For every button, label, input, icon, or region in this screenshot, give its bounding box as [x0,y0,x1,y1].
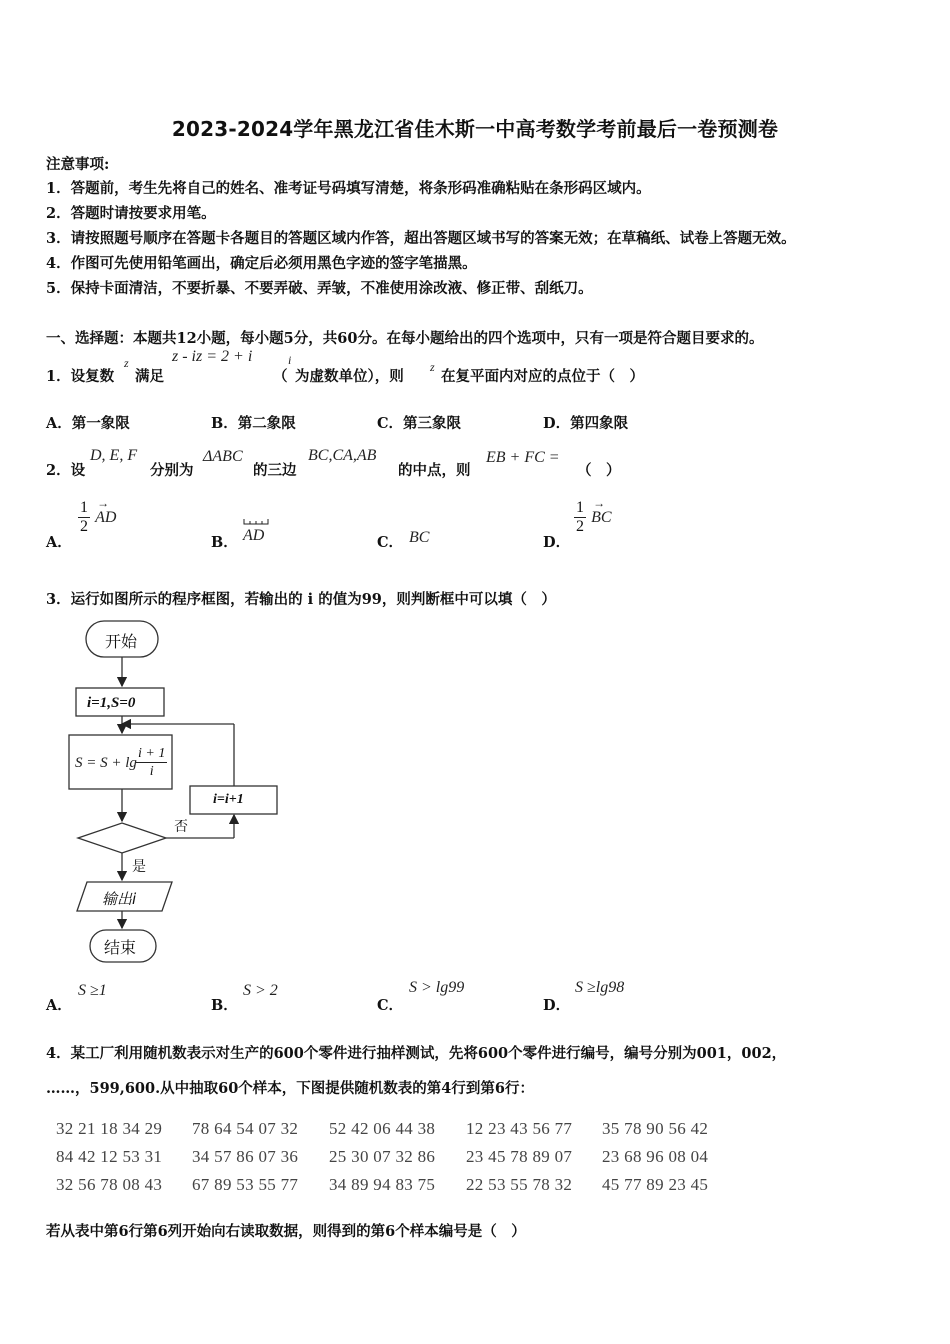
flow-increment-label: i=i+1 [213,792,244,807]
q1-option-a[interactable]: A．第一象限 [46,415,130,432]
table-cell: 32 21 18 34 29 [56,1119,163,1138]
q2-expression: EB + FC = [486,449,560,466]
q1-text-3: （ [273,368,288,385]
q3-option-a-value[interactable]: S ≥1 [78,982,107,999]
notice-item: 2．答题时请按要求用笔。 [46,205,216,222]
q1-text-1: 1．设复数 [46,368,115,385]
decision-diamond [78,823,166,853]
q1-i: i [288,353,292,367]
vector-bc: → BC [591,495,612,526]
q3-option-a-label[interactable]: A． [46,997,72,1014]
fraction [78,499,90,536]
q2-option-b-label[interactable]: B． [211,534,238,551]
q3-option-c-label[interactable]: C． [377,997,404,1014]
q1-text-5: 在复平面内对应的点位于（ ） [441,368,644,385]
notice-heading: 注意事项: [46,156,110,173]
q1-equation: z - iz = 2 + i [172,348,253,365]
table-cell: 23 45 78 89 07 [466,1147,573,1166]
flow-start-label: 开始 [105,632,138,651]
q4-line-2: ……，599,600.从中抽取60个样本，下图提供随机数表的第4行到第6行： [46,1080,534,1097]
q2-option-a-value[interactable] [78,495,117,536]
table-cell: 34 57 86 07 36 [192,1147,299,1166]
flowchart [60,615,300,970]
table-cell: 22 53 55 78 32 [466,1175,573,1194]
q2-triangle: ΔABC [203,448,243,465]
q1-z2: z [430,360,435,374]
table-cell: 34 89 94 83 75 [329,1175,436,1194]
q2-option-a-label[interactable]: A． [46,534,72,551]
q1-option-d[interactable]: D．第四象限 [543,415,629,432]
notice-item: 3．请按照题号顺序在答题卡各题目的答题区域内作答，超出答题区域书写的答案无效；在草稿纸、试卷上答题无效。 [46,230,796,247]
numerator: 1 [80,499,88,516]
table-cell: 12 23 43 56 77 [466,1119,573,1138]
flow-no-label: 否 [174,819,188,835]
flow-end-label: 结束 [104,938,137,957]
table-cell: 25 30 07 32 86 [329,1147,436,1166]
q2-text-2: 分别为 [150,462,194,479]
q2-points: D, E, F [90,447,138,464]
flow-output-label: 输出i [102,890,137,908]
q3-option-b-label[interactable]: B． [211,997,238,1014]
page-title: 2023-2024学年黑龙江省佳木斯一中高考数学考前最后一卷预测卷 [171,117,779,141]
table-cell: 32 56 78 08 43 [56,1175,163,1194]
q4-line-1: 4．某工厂利用随机数表示对生产的600个零件进行抽样测试，先将600个零件进行编号，编号分别为001，002， [46,1045,787,1062]
q1-text-2: 满足 [135,368,164,385]
vector-arrow-icon: → [593,495,606,510]
q3-option-c-value[interactable]: S > lg99 [409,979,465,996]
table-cell: 45 77 89 23 45 [602,1175,709,1194]
table-cell: 78 64 54 07 32 [192,1119,299,1138]
q1-option-b[interactable]: B．第二象限 [211,415,296,432]
q2-text-5: （ ） [577,462,621,479]
q2-sides: BC,CA,AB [308,447,377,464]
table-cell: 52 42 06 44 38 [329,1119,436,1138]
q3-option-b-value[interactable]: S > 2 [243,982,278,999]
flow-assign-denominator: i [149,764,154,779]
vector-ad: AD [243,527,265,544]
q3-stem: 3．运行如图所示的程序框图，若输出的 i 的值为99，则判断框中可以填（ ） [46,591,556,608]
vector-arrow-icon: → [97,495,110,510]
flow-assign-numerator: i + 1 [138,746,166,761]
q2-option-d-value[interactable] [574,495,612,536]
q1-option-c[interactable]: C．第三象限 [377,415,462,432]
numerator: 1 [576,499,584,516]
denominator: 2 [576,518,584,535]
table-cell: 23 68 96 08 04 [602,1147,709,1166]
q2-text-1: 2．设 [46,462,86,479]
q3-option-d-value[interactable]: S ≥lg98 [575,979,625,996]
vector-ad: → AD [95,495,117,526]
notice-item: 1．答题前，考生先将自己的姓名、准考证号码填写清楚，将条形码准确粘贴在条形码区域内。 [46,180,651,197]
fraction [574,499,586,536]
notice-item: 5．保持卡面清洁，不要折暴、不要弄破、弄皱，不准使用涂改液、修正带、刮纸刀。 [46,280,593,297]
table-cell: 67 89 53 55 77 [192,1175,299,1194]
q1-text-4: 为虚数单位），则 [295,368,404,385]
table-cell: 35 78 90 56 42 [602,1119,709,1138]
flow-assign-lhs: S = S + lg [75,755,137,771]
denominator: 2 [80,518,88,535]
q4-question: 若从表中第6行第6列开始向右读取数据，则得到的第6个样本编号是（ ） [46,1223,526,1240]
flow-init-label: i=1,S=0 [87,695,136,711]
table-cell: 84 42 12 53 31 [56,1147,163,1166]
q2-option-d-label[interactable]: D． [543,534,571,551]
section-heading: 一、选择题：本题共12小题，每小题5分，共60分。在每小题给出的四个选项中，只有一项是符合题目要求的。 [46,330,764,347]
flow-assign-fraction [136,745,167,780]
q2-text-4: 的中点，则 [398,462,471,479]
flow-yes-label: 是 [132,859,146,875]
q1-z: z [124,356,129,370]
q3-option-d-label[interactable]: D． [543,997,571,1014]
q2-text-3: 的三边 [253,462,297,479]
q2-option-c-value[interactable]: BC [409,529,430,546]
vector-arrow-icon [243,518,269,526]
notice-item: 4．作图可先使用铅笔画出，确定后必须用黑色字迹的签字笔描黑。 [46,255,477,272]
q2-option-c-label[interactable]: C． [377,534,404,551]
